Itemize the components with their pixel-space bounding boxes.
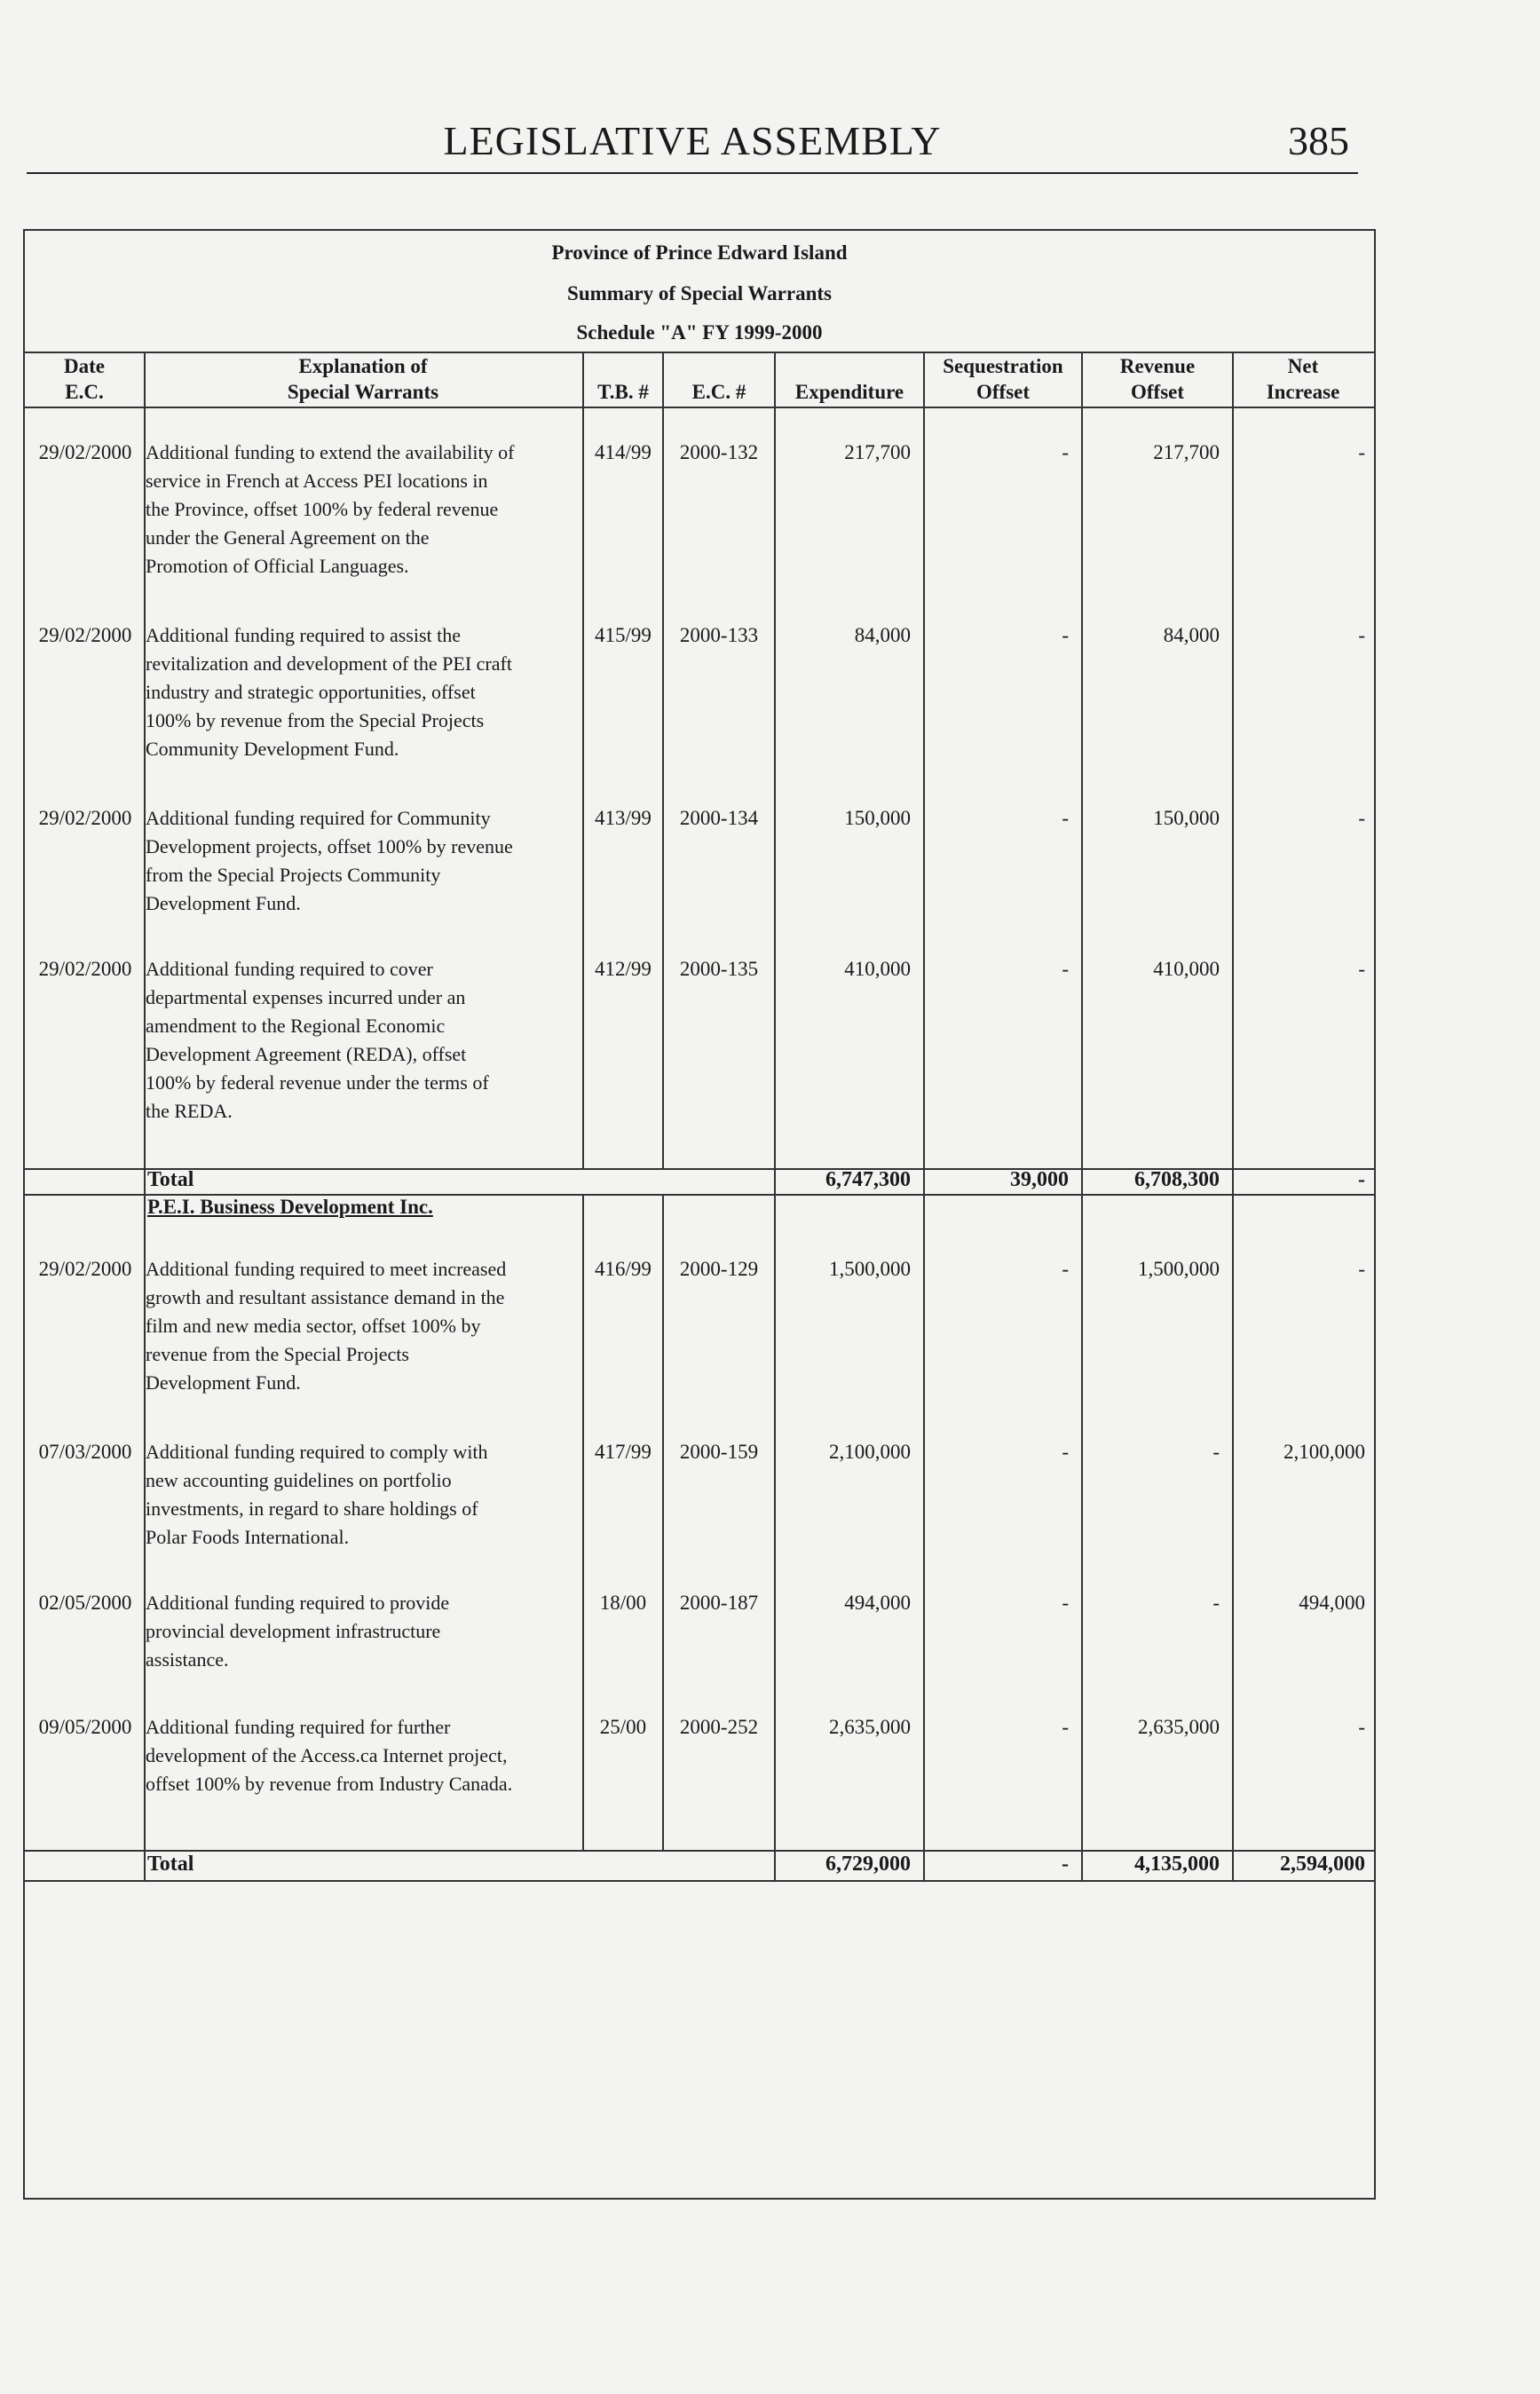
explanation-line: departmental expenses incurred under an	[146, 986, 466, 1008]
col-header-tb: T.B. #	[597, 381, 649, 403]
explanation-line: under the General Agreement on the	[146, 526, 430, 549]
explanation-line: growth and resultant assistance demand in the	[146, 1286, 505, 1308]
explanation-line: 100% by federal revenue under the terms of	[146, 1071, 489, 1094]
col-header-date	[27, 353, 142, 405]
row-expenditure: 1,500,000	[829, 1258, 911, 1280]
col-divider-3a	[662, 352, 664, 1168]
explanation-line: Additional funding required to meet increased	[146, 1258, 507, 1280]
col-divider-5	[923, 352, 925, 1880]
explanation-line: Additional funding required to cover	[146, 958, 433, 980]
explanation-line: Additional funding required to assist the	[146, 624, 461, 646]
explanation-line: offset 100% by revenue from Industry Canada.	[146, 1773, 513, 1795]
col-divider-6	[1081, 352, 1083, 1880]
row-sequestration: -	[1062, 1441, 1069, 1463]
explanation-line: Development projects, offset 100% by revenue	[146, 835, 513, 857]
total2-top-rule	[23, 1850, 1376, 1852]
row-revenue: 84,000	[1163, 624, 1220, 646]
col-divider-3b	[662, 1194, 664, 1850]
row-expenditure: 410,000	[844, 958, 911, 980]
row-net: -	[1358, 807, 1365, 829]
row-explanation	[146, 439, 582, 581]
row-revenue: 1,500,000	[1138, 1258, 1220, 1280]
row-net: -	[1358, 958, 1365, 980]
row-sequestration: -	[1062, 1592, 1069, 1614]
table-caption-line-1: Province of Prince Edward Island	[551, 241, 848, 264]
table-caption-line-2: Summary of Special Warrants	[567, 282, 832, 304]
row-date: 29/02/2000	[38, 441, 132, 463]
col-header-explanation-line1: Explanation of	[298, 355, 428, 377]
row-ec: 2000-132	[679, 441, 759, 463]
row-date: 09/05/2000	[38, 1716, 132, 1738]
explanation-line: 100% by revenue from the Special Projects	[146, 709, 485, 731]
explanation-line: revitalization and development of the PEI craft	[146, 652, 512, 675]
header-bottom-rule	[23, 407, 1376, 408]
row-ec: 2000-134	[679, 807, 759, 829]
col-header-revenue	[1083, 353, 1232, 405]
row-revenue: 150,000	[1153, 807, 1220, 829]
row-explanation	[146, 1255, 582, 1397]
row-sequestration: -	[1062, 1716, 1069, 1738]
row-net: -	[1358, 1716, 1365, 1738]
row-date: 07/03/2000	[38, 1441, 132, 1463]
row-ec: 2000-252	[679, 1716, 759, 1738]
row-tb: 25/00	[599, 1716, 647, 1738]
explanation-line: Development Fund.	[146, 1371, 301, 1394]
row-explanation	[146, 1713, 582, 1798]
explanation-line: Additional funding required to provide	[146, 1592, 450, 1614]
row-explanation	[146, 1589, 582, 1674]
total-label: Total	[147, 1168, 194, 1191]
row-sequestration: -	[1062, 1258, 1069, 1280]
col-header-net-line1: Net	[1287, 355, 1319, 377]
row-net: -	[1358, 624, 1365, 646]
row-expenditure: 217,700	[844, 441, 911, 463]
explanation-line: Additional funding required for further	[146, 1716, 451, 1738]
row-ec: 2000-159	[679, 1441, 759, 1463]
row-explanation	[146, 955, 582, 1126]
row-revenue: 217,700	[1153, 441, 1220, 463]
explanation-line: Additional funding required for Community	[146, 807, 491, 829]
row-net: 2,100,000	[1283, 1441, 1365, 1463]
row-revenue: 2,635,000	[1138, 1716, 1220, 1738]
col-divider-2b	[582, 1194, 584, 1850]
row-expenditure: 84,000	[854, 624, 911, 646]
row-tb: 415/99	[595, 624, 652, 646]
explanation-line: investments, in regard to share holdings of	[146, 1497, 478, 1520]
total-expenditure: 6,729,000	[825, 1853, 911, 1876]
row-tb: 18/00	[599, 1592, 647, 1614]
header-top-rule	[23, 352, 1376, 353]
col-header-sequestration	[925, 353, 1081, 405]
total-revenue: 4,135,000	[1134, 1853, 1220, 1876]
row-net: 494,000	[1299, 1592, 1365, 1614]
page-header	[27, 105, 1358, 174]
col-header-explanation	[146, 353, 580, 405]
row-sequestration: -	[1062, 624, 1069, 646]
total-revenue: 6,708,300	[1134, 1168, 1220, 1191]
row-ec: 2000-133	[679, 624, 759, 646]
explanation-line: Additional funding required to comply with	[146, 1441, 488, 1463]
explanation-line: Development Agreement (REDA), offset	[146, 1043, 467, 1065]
row-ec: 2000-187	[679, 1592, 759, 1614]
explanation-line: development of the Access.ca Internet project,	[146, 1744, 508, 1766]
row-net: -	[1358, 1258, 1365, 1280]
row-explanation	[146, 804, 582, 918]
explanation-line: assistance.	[146, 1648, 229, 1671]
row-tb: 416/99	[595, 1258, 652, 1280]
col-divider-7	[1232, 352, 1234, 1880]
explanation-line: amendment to the Regional Economic	[146, 1015, 446, 1037]
explanation-line: Promotion of Official Languages.	[146, 555, 409, 577]
total-label: Total	[147, 1853, 194, 1876]
row-expenditure: 150,000	[844, 807, 911, 829]
row-sequestration: -	[1062, 958, 1069, 980]
col-header-expenditure: Expenditure	[794, 381, 904, 403]
row-tb: 417/99	[595, 1441, 652, 1463]
explanation-line: Polar Foods International.	[146, 1526, 350, 1548]
explanation-line: provincial development infrastructure	[146, 1620, 441, 1642]
row-revenue: -	[1212, 1441, 1220, 1463]
row-expenditure: 2,100,000	[829, 1441, 911, 1463]
row-explanation	[146, 621, 582, 763]
col-header-net	[1234, 353, 1372, 405]
total-sequestration: 39,000	[1010, 1168, 1069, 1191]
row-date: 29/02/2000	[38, 1258, 132, 1280]
col-header-sequestration-line2: Offset	[975, 381, 1031, 403]
explanation-line: Additional funding to extend the availability of	[146, 441, 515, 463]
col-header-revenue-line2: Offset	[1130, 381, 1185, 403]
col-header-ec: E.C. #	[691, 381, 746, 403]
row-net: -	[1358, 441, 1365, 463]
page-number: 385	[1288, 118, 1349, 163]
col-divider-2a	[582, 352, 584, 1168]
row-date: 02/05/2000	[38, 1592, 132, 1614]
total-net: -	[1358, 1168, 1365, 1191]
total-net: 2,594,000	[1280, 1853, 1365, 1876]
row-revenue: -	[1212, 1592, 1220, 1614]
explanation-line: industry and strategic opportunities, offset	[146, 681, 476, 703]
table-caption-line-3: Schedule "A" FY 1999-2000	[576, 321, 823, 344]
page-title: LEGISLATIVE ASSEMBLY	[443, 118, 942, 163]
total-expenditure: 6,747,300	[825, 1168, 911, 1191]
row-ec: 2000-135	[679, 958, 759, 980]
row-tb: 414/99	[595, 441, 652, 463]
section-title: P.E.I. Business Development Inc.	[147, 1196, 433, 1218]
col-header-explanation-line2: Special Warrants	[287, 381, 439, 403]
row-tb: 413/99	[595, 807, 652, 829]
col-header-net-line2: Increase	[1266, 381, 1340, 403]
row-sequestration: -	[1062, 441, 1069, 463]
explanation-line: new accounting guidelines on portfolio	[146, 1469, 452, 1491]
col-header-revenue-line1: Revenue	[1119, 355, 1196, 377]
total-sequestration: -	[1062, 1853, 1069, 1876]
col-header-date-line1: Date	[64, 355, 105, 377]
explanation-line: from the Special Projects Community	[146, 864, 441, 886]
row-tb: 412/99	[595, 958, 652, 980]
row-ec: 2000-129	[679, 1258, 759, 1280]
row-date: 29/02/2000	[38, 624, 132, 646]
row-expenditure: 494,000	[844, 1592, 911, 1614]
explanation-line: revenue from the Special Projects	[146, 1343, 409, 1365]
explanation-line: Community Development Fund.	[146, 738, 399, 760]
row-date: 29/02/2000	[38, 807, 132, 829]
explanation-line: Development Fund.	[146, 892, 301, 914]
col-divider-4	[774, 352, 776, 1880]
explanation-line: service in French at Access PEI locations in	[146, 470, 488, 492]
row-revenue: 410,000	[1153, 958, 1220, 980]
col-header-date-line2: E.C.	[65, 381, 104, 403]
explanation-line: the REDA.	[146, 1100, 233, 1122]
col-header-sequestration-line1: Sequestration	[943, 355, 1063, 377]
row-date: 29/02/2000	[38, 958, 132, 980]
explanation-line: film and new media sector, offset 100% by	[146, 1315, 481, 1337]
row-explanation	[146, 1438, 582, 1552]
row-sequestration: -	[1062, 807, 1069, 829]
explanation-line: the Province, offset 100% by federal revenue	[146, 498, 499, 520]
total2-bottom-rule	[23, 1880, 1376, 1882]
row-expenditure: 2,635,000	[829, 1716, 911, 1738]
